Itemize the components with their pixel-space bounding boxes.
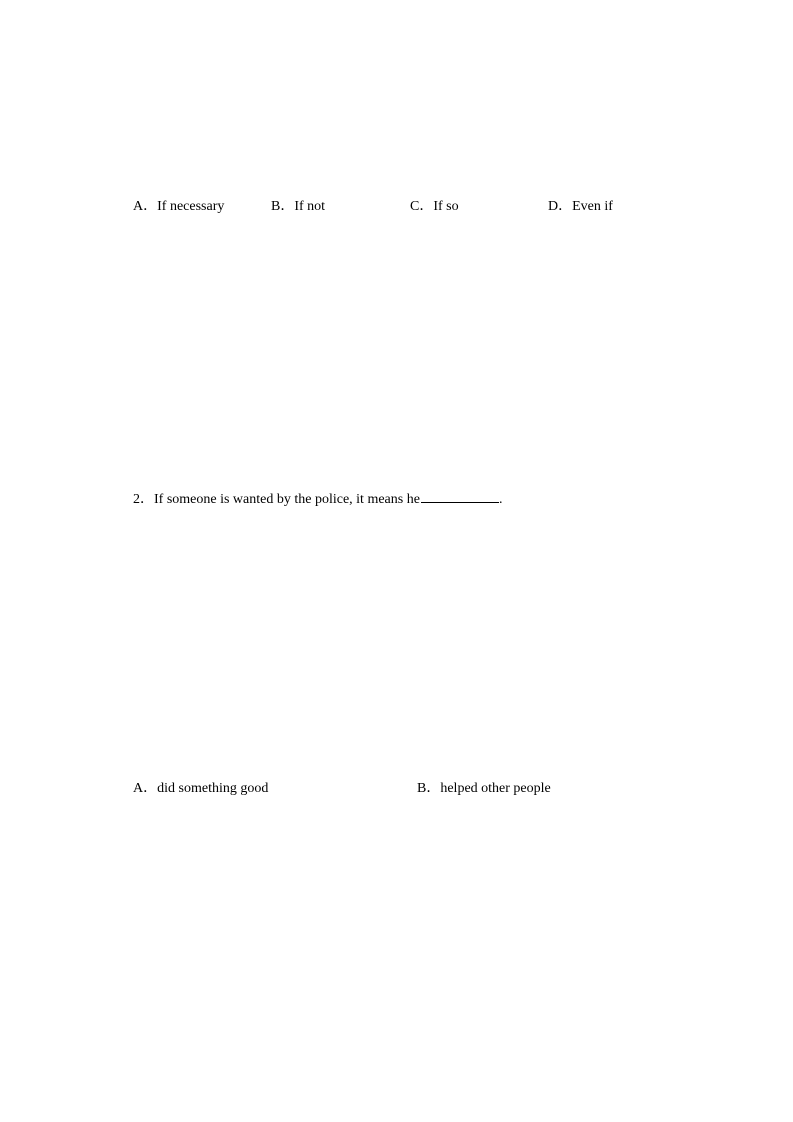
q1-option-b (271, 198, 325, 216)
q1-option-a (133, 198, 224, 216)
q1-option-b-letter: B． (271, 199, 295, 214)
answer-blank (421, 489, 499, 503)
q1-option-a-letter: A． (133, 199, 158, 214)
q2-option-a (133, 780, 268, 798)
q1-option-a-text: If necessary (157, 199, 225, 214)
q2-option-a-letter: A． (133, 781, 158, 796)
q2-option-b-letter: B． (417, 781, 441, 796)
q1-option-d (548, 198, 613, 216)
q2-option-b-text: helped other people (440, 781, 551, 796)
q2-stem-end: . (498, 492, 503, 507)
q1-option-c-letter: C． (410, 199, 434, 214)
q1-option-c (410, 198, 459, 216)
q2-stem-text: If someone is wanted by the police, it means he (154, 492, 420, 507)
q1-option-c-text: If so (433, 199, 459, 214)
q1-option-d-letter: D． (548, 199, 573, 214)
q2-stem (133, 489, 502, 509)
q2-option-a-text: did something good (157, 781, 269, 796)
q1-option-b-text: If not (294, 199, 326, 214)
q1-option-d-text: Even if (572, 199, 613, 214)
q2-number: 2． (133, 492, 154, 507)
q2-option-b (417, 780, 551, 798)
